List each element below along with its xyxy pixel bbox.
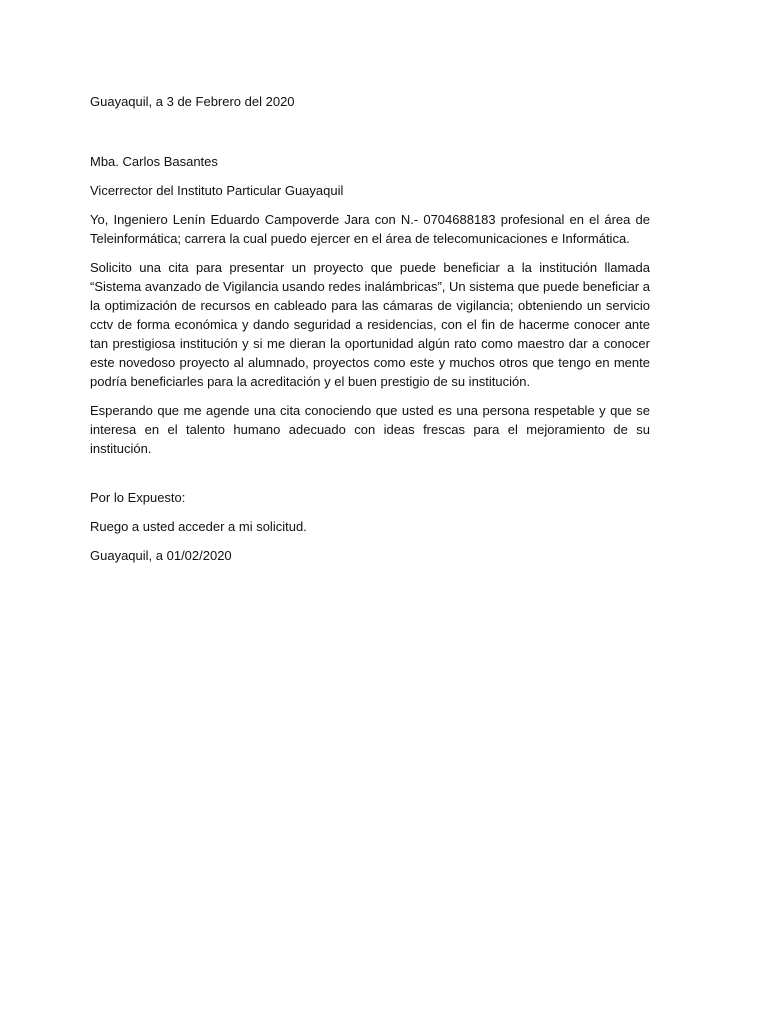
letter-page — [90, 92, 650, 565]
letter-date: Guayaquil, a 3 de Febrero del 2020 — [90, 94, 295, 109]
letter-paragraph-intro: Yo, Ingeniero Lenín Eduardo Campoverde Jara con N.- 0704688183 profesional en el área de Teleinformática; carrera la cual puedo ejercer en el área de telecomunicaciones e Informática. — [90, 212, 650, 246]
letter-paragraph-hope: Esperando que me agende una cita conociendo que usted es una persona respetable y que se interesa en el talento humano adecuado con ideas frescas para el mejoramiento de su institución. — [90, 403, 650, 456]
letter-signature-date: Guayaquil, a 01/02/2020 — [90, 548, 232, 563]
letter-closing: Por lo Expuesto: — [90, 490, 186, 505]
recipient-name: Mba. Carlos Basantes — [90, 154, 218, 169]
letter-final-request: Ruego a usted acceder a mi solicitud. — [90, 519, 307, 534]
recipient-title: Vicerrector del Instituto Particular Guayaquil — [90, 183, 344, 198]
letter-paragraph-request: Solicito una cita para presentar un proyecto que puede beneficiar a la institución llamada “Sistema avanzado de Vigilancia usando redes inalámbricas”, Un sistema que puede beneficiar a la optimización de recursos en cableado para las cámaras de vigilancia; obteniendo un servicio cctv de forma económica y dando seguridad a residencias, con el fin de hacerme conocer ante tan prestigiosa institución y si me dieran la oportunidad algún rato como maestro dar a conocer este novedoso proyecto al alumnado, proyectos como este y muchos otros que tengo en mente podría beneficiarles para la acreditación y el buen prestigio de su institución. — [90, 260, 650, 389]
